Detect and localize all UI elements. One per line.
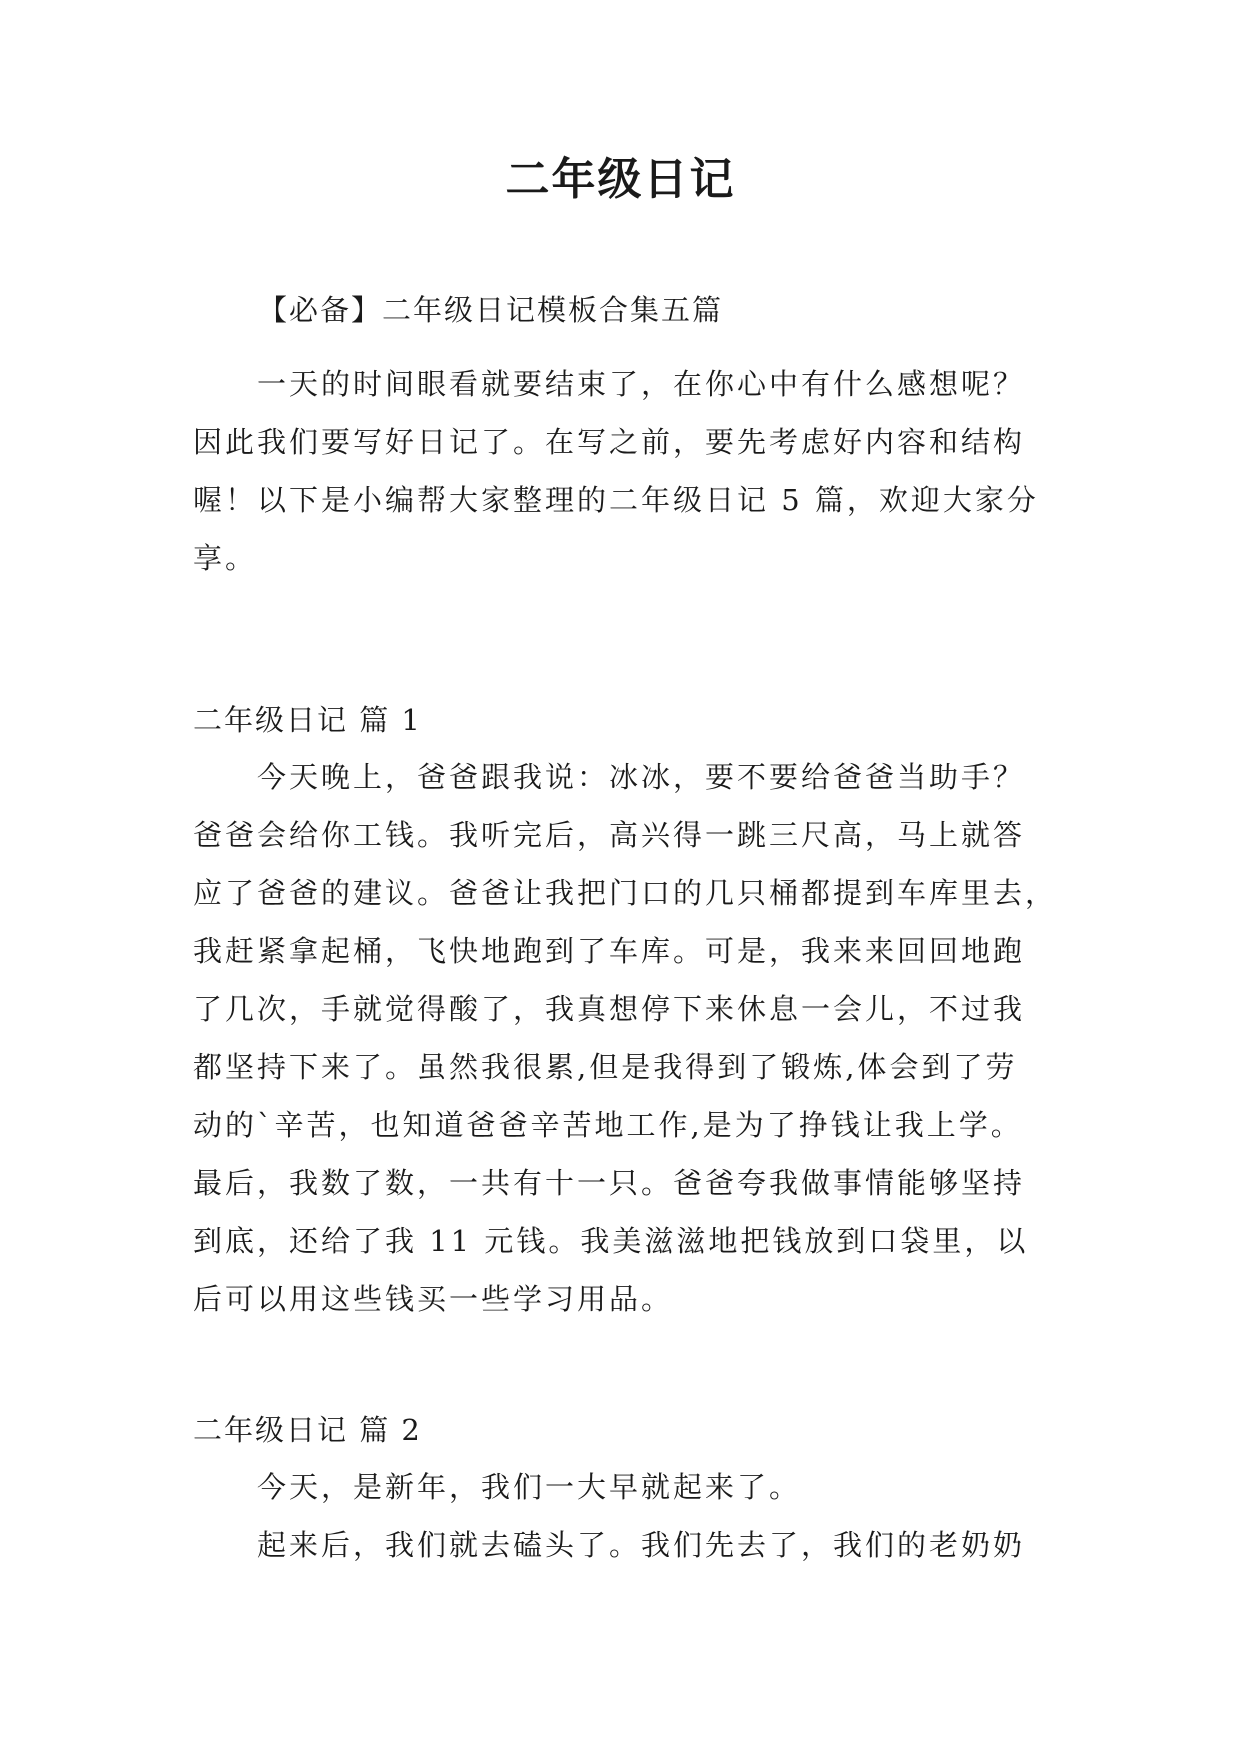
text-line: 享。: [193, 541, 258, 575]
text-line: 动的`辛苦，也知道爸爸辛苦地工作,是为了挣钱让我上学。: [193, 1108, 1023, 1142]
text-line: 今天，是新年，我们一大早就起来了。: [257, 1470, 802, 1504]
text-line: 喔！以下是小编帮大家整理的二年级日记 5 篇，欢迎大家分: [193, 483, 1039, 517]
text-line: 因此我们要写好日记了。在写之前，要先考虑好内容和结构: [193, 425, 1026, 459]
section-heading: 二年级日记 篇 1: [193, 703, 422, 737]
text-line: 今天晚上，爸爸跟我说：冰冰，要不要给爸爸当助手？: [257, 760, 1026, 794]
document-title: 二年级日记: [505, 154, 736, 205]
text-line: 最后，我数了数，一共有十一只。爸爸夸我做事情能够坚持: [193, 1166, 1026, 1200]
text-line: 到底，还给了我 11 元钱。我美滋滋地把钱放到口袋里，以: [193, 1224, 1029, 1258]
text-line: 应了爸爸的建议。爸爸让我把门口的几只桶都提到车库里去，: [193, 876, 1058, 910]
text-line: 我赶紧拿起桶，飞快地跑到了车库。可是，我来来回回地跑: [193, 934, 1026, 968]
section-heading: 二年级日记 篇 2: [193, 1413, 422, 1447]
text-line: 起来后，我们就去磕头了。我们先去了，我们的老奶奶: [257, 1528, 1026, 1562]
text-line: 一天的时间眼看就要结束了，在你心中有什么感想呢？: [257, 367, 1026, 401]
text-line: 了几次，手就觉得酸了，我真想停下来休息一会儿，不过我: [193, 992, 1026, 1026]
text-line: 都坚持下来了。虽然我很累,但是我得到了锻炼,体会到了劳: [193, 1050, 1018, 1084]
section-body: [193, 1458, 1053, 1574]
section-body: [193, 748, 1058, 1328]
text-line: 后可以用这些钱买一些学习用品。: [193, 1282, 674, 1316]
intro-paragraph: [193, 355, 1053, 587]
text-line: 爸爸会给你工钱。我听完后，高兴得一跳三尺高，马上就答: [193, 818, 1026, 852]
document-subtitle: 【必备】二年级日记模板合集五篇: [258, 293, 724, 327]
